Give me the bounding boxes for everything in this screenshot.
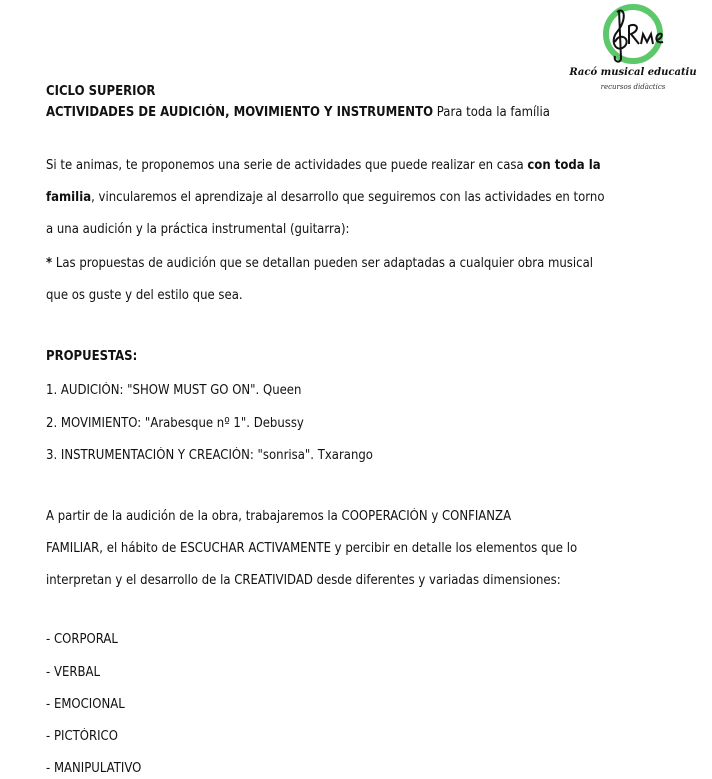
body-line: A partir de la audición de la obra, trabajaremos la COOPERACIÓN y CONFIANZA: [46, 509, 512, 524]
dimension-item: - CORPORAL: [46, 632, 118, 647]
bold-text: familia: [46, 190, 92, 205]
text: Las propuestas de audición que se detallan pueden ser adaptadas a cualquier obra musical: [52, 256, 594, 271]
logo-subtitle: recursos didàctics: [600, 83, 666, 91]
body-line: interpretan y el desarrollo de la CREATIVIDAD desde diferentes y variadas dimensiones:: [46, 573, 561, 588]
text: , vincularemos el aprendizaje al desarrollo que seguiremos con las actividades en torno: [91, 190, 605, 205]
document-title: [46, 105, 550, 121]
title-main: ACTIVIDADES DE AUDICIÓN, MOVIMIENTO Y INSTRUMENTO: [46, 105, 434, 120]
proposal-item: 1. AUDICIÓN: "SHOW MUST GO ON". Queen: [46, 383, 302, 398]
bold-text: con toda la: [527, 158, 601, 173]
proposal-item: 2. MOVIMIENTO: "Arabesque nº 1". Debussy: [46, 416, 304, 431]
logo: [560, 2, 706, 98]
body-line: FAMILIAR, el hábito de ESCUCHAR ACTIVAMENTE y percibir en detalle los elementos que lo: [46, 541, 578, 556]
intro-line-5: que os guste y del estilo que sea.: [46, 288, 243, 303]
proposal-item: 3. INSTRUMENTACIÓN Y CREACIÓN: "sonrisa". Txarango: [46, 448, 373, 463]
proposals-heading: PROPUESTAS:: [46, 349, 138, 364]
intro-line-2: [46, 190, 604, 206]
title-suffix: Para toda la família: [436, 105, 550, 120]
dimension-item: - MANIPULATIVO: [46, 761, 142, 776]
logo-title: Racó musical educatiu: [569, 67, 697, 78]
dimension-item: - VERBAL: [46, 665, 101, 680]
logo-emblem: [573, 2, 693, 66]
text: Si te animas, te proponemos una serie de actividades que puede realizar en casa: [46, 158, 528, 173]
intro-line-4: [46, 256, 593, 272]
asterisk: *: [46, 256, 53, 271]
dimension-item: - EMOCIONAL: [46, 697, 125, 712]
intro-line-1: [46, 158, 601, 174]
level-heading: CICLO SUPERIOR: [46, 84, 156, 99]
dimension-item: - PICTÓRICO: [46, 729, 118, 744]
intro-line-3: a una audición y la práctica instrumental (guitarra):: [46, 222, 350, 237]
